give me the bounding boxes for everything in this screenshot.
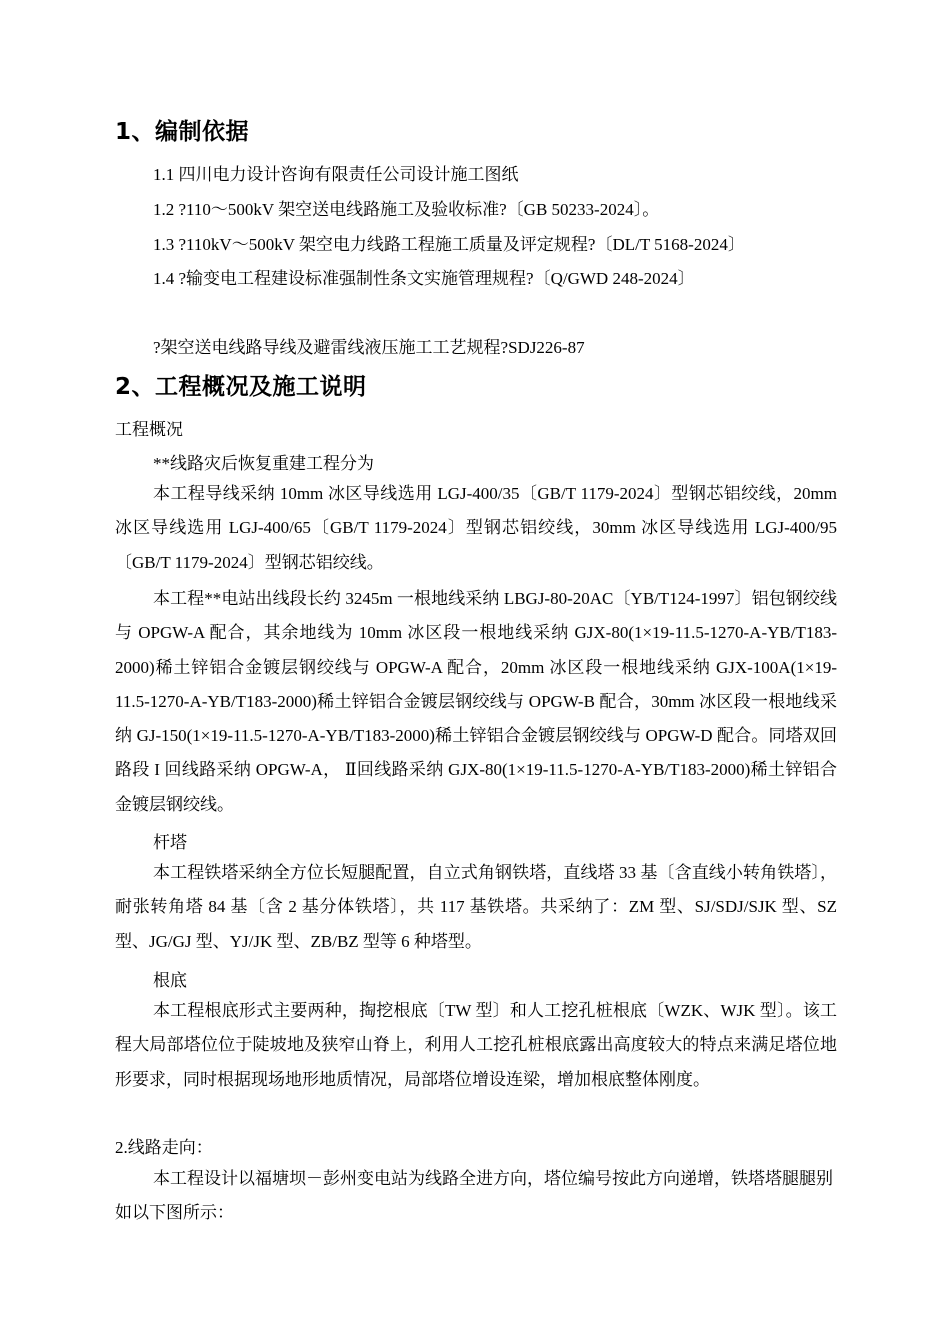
reference-1-3: 1.3 ?110kV～500kV 架空电力线路工程施工质量及评定规程?〔DL/T 5168-2024〕 [153, 235, 745, 254]
reference-1-1: 1.1 四川电力设计咨询有限责任公司设计施工图纸 [153, 165, 519, 184]
tower-label: 杆塔 [153, 833, 187, 852]
reference-1-2: 1.2 ?110～500kV 架空送电线路施工及验收标准?〔GB 50233-2024〕。 [153, 200, 660, 219]
reference-extra: ?架空送电线路导线及避雷线液压施工工艺规程?SDJ226-87 [153, 338, 585, 357]
section-2-heading: 2、工程概况及施工说明 [115, 374, 367, 400]
overview-intro: **线路灾后恢复重建工程分为 [153, 454, 374, 473]
route-paragraph: 本工程设计以福塘坝－彭州变电站为线路全进方向，塔位编号按此方向递增，铁塔塔腿腿别如以下图所示： [115, 1169, 833, 1223]
foundation-label: 根底 [153, 971, 187, 990]
foundation-paragraph: 本工程根底形式主要两种，掏挖根底〔TW 型〕和人工挖孔桩根底〔WZK、WJK 型〕。该工程大局部塔位位于陡坡地及狭窄山脊上，利用人工挖孔桩根底露出高度较大的特点来满足塔位地形要求，同时根据现场地形地质情况，局部塔位增设连梁，增加根底整体刚度。 [115, 1001, 837, 1089]
conductor-paragraph: 本工程导线采纳 10mm 冰区导线选用 LGJ-400/35〔GB/T 1179-2024〕型钢芯铝绞线，20mm 冰区导线选用 LGJ-400/65〔GB/T 1179-2024〕型钢芯铝绞线，30mm 冰区导线选用 LGJ-400/95〔GB/T 1179-2024〕型钢芯铝绞线。 [115, 484, 837, 572]
reference-1-4: 1.4 ?输变电工程建设标准强制性条文实施管理规程?〔Q/GWD 248-2024〕 [153, 269, 695, 288]
section-1-heading: 1、编制依据 [115, 119, 250, 145]
overview-label: 工程概况 [115, 420, 183, 439]
route-label: 2.线路走向： [115, 1138, 213, 1157]
tower-paragraph: 本工程铁塔采纳全方位长短腿配置，自立式角钢铁塔，直线塔 33 基〔含直线小转角铁塔〕，耐张转角塔 84 基〔含 2 基分体铁塔〕，共 117 基铁塔。共采纳了：ZM 型、SJ/SDJ/SJK 型、SZ 型、JG/GJ 型、YJ/JK 型、ZB/BZ 型等 6 种塔型。 [115, 863, 837, 951]
groundwire-paragraph: 本工程**电站出线段长约 3245m 一根地线采纳 LBGJ-80-20AC〔YB/T124-1997〕铝包钢绞线与 OPGW-A 配合，其余地线为 10mm 冰区段一根地线采纳 GJX-80(1×19-11.5-1270-A-YB/T183-2000)稀土锌铝合金镀层钢绞线与 OPGW-A 配合，20mm 冰区段一根地线采纳 GJX-100A(1×19-11.5-1270-A-YB/T183-2000)稀土锌铝合金镀层钢绞线与 OPGW-B 配合，30mm 冰区段一根地线采纳 GJ-150(1×19-11.5-1270-A-YB/T183-2000)稀土锌铝合金镀层钢绞线与 OPGW-D 配合。同塔双回路段 I 回线路采纳 OPGW-A， Ⅱ回线路采纳 GJX-80(1×19-11.5-1270-A-YB/T183-2000)稀土锌铝合金镀层钢绞线。 [115, 589, 837, 814]
